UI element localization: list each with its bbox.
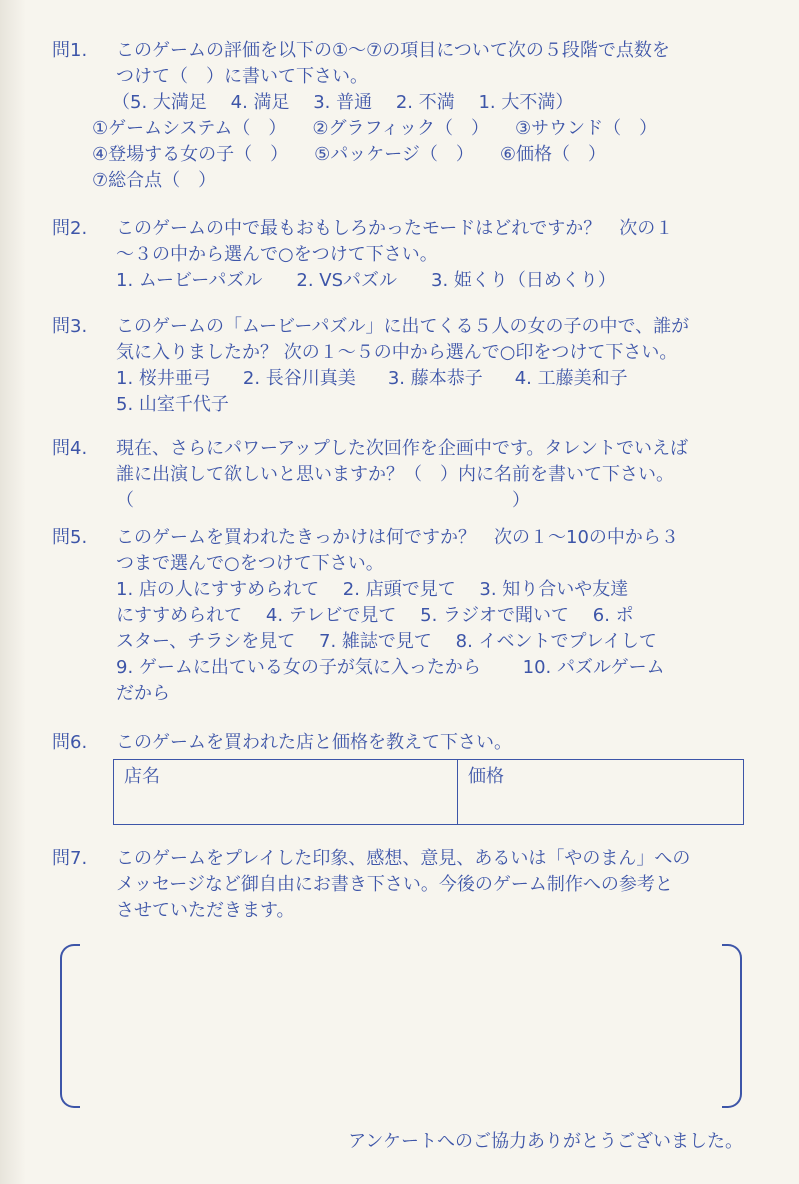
question-text: させていただきます。 — [116, 900, 295, 921]
thanks-message: アンケートへのご協力ありがとうございました。 — [348, 1131, 743, 1152]
comment-box-right-bracket — [722, 944, 742, 1108]
rating-item[interactable]: ⑦総合点（ ） — [92, 170, 217, 191]
price-field[interactable] — [458, 760, 743, 824]
reason-options-line[interactable]: 1. 店の人にすすめられて 2. 店頭で見て 3. 知り合いや友達 — [116, 579, 629, 600]
question-text: 現在、さらにパワーアップした次回作を企画中です。タレントでいえば — [116, 438, 688, 459]
rating-item[interactable]: ③サウンド（ ） — [515, 118, 658, 139]
question-number: 問3. — [52, 316, 88, 337]
mode-option[interactable]: 1. ムービーパズル — [116, 270, 263, 291]
question-text: このゲームの評価を以下の①〜⑦の項目について次の５段階で点数を — [116, 40, 670, 61]
question-text: つけて（ ）に書いて下さい。 — [116, 66, 368, 87]
question-text: 気に入りましたか？ 次の１〜５の中から選んで○印をつけて下さい。 — [116, 342, 678, 363]
comment-box-left-bracket — [60, 944, 80, 1108]
rating-item[interactable]: ①ゲームシステム（ ） — [92, 118, 287, 139]
reason-options-line[interactable]: にすすめられて 4. テレビで見て 5. ラジオで聞いて 6. ポ — [116, 605, 634, 626]
mode-option[interactable]: 3. 姫くり（日めくり） — [431, 270, 616, 291]
question-text: このゲームを買われた店と価格を教えて下さい。 — [116, 732, 512, 753]
price-label: 価格 — [468, 766, 504, 787]
question-2 — [52, 216, 752, 294]
question-number: 問2. — [52, 218, 88, 239]
question-7 — [52, 846, 752, 924]
question-text: 〜３の中から選んで○をつけて下さい。 — [116, 244, 438, 265]
name-answer-field[interactable]: （ ） — [116, 490, 530, 511]
question-text: このゲームの中で最もおもしろかったモードはどれですか？ 次の１ — [116, 218, 674, 239]
question-text: 誰に出演して欲しいと思いますか？（ ）内に名前を書いて下さい。 — [116, 464, 674, 485]
rating-item[interactable]: ⑥価格（ ） — [499, 144, 607, 165]
reason-options-line[interactable]: だから — [116, 683, 170, 704]
rating-item[interactable]: ④登場する女の子（ ） — [92, 144, 289, 165]
comment-area[interactable] — [80, 948, 720, 1100]
girl-option[interactable]: 2. 長谷川真美 — [242, 368, 356, 389]
question-text: このゲームをプレイした印象、感想、意見、あるいは「やのまん」への — [116, 848, 691, 869]
reason-options-line[interactable]: スター、チラシを見て 7. 雑誌で見て 8. イベントでプレイして — [116, 631, 657, 652]
question-number: 問1. — [52, 40, 88, 61]
question-text: つまで選んで○をつけて下さい。 — [116, 553, 384, 574]
girl-option[interactable]: 4. 工藤美和子 — [514, 368, 628, 389]
mode-option[interactable]: 2. VSパズル — [296, 270, 398, 291]
question-number: 問5. — [52, 527, 88, 548]
question-number: 問4. — [52, 438, 88, 459]
question-number: 問7. — [52, 848, 88, 869]
reason-options-line[interactable]: 9. ゲームに出ている女の子が気に入ったから 10. パズルゲーム — [116, 657, 665, 678]
question-4 — [52, 436, 752, 514]
question-3 — [52, 314, 752, 418]
question-text: このゲームを買われたきっかけは何ですか？ 次の１〜10の中から３ — [116, 527, 679, 548]
shop-price-table — [113, 759, 744, 825]
rating-item[interactable]: ②グラフィック（ ） — [312, 118, 490, 139]
girl-option[interactable]: 3. 藤本恭子 — [387, 368, 483, 389]
shop-name-label: 店名 — [124, 766, 160, 787]
question-number: 問6. — [52, 732, 88, 753]
question-text: このゲームの「ムービーパズル」に出てくる５人の女の子の中で、誰が — [116, 316, 690, 337]
girl-option[interactable]: 5. 山室千代子 — [116, 394, 229, 415]
question-text: メッセージなど御自由にお書き下さい。今後のゲーム制作への参考と — [116, 874, 673, 895]
shop-name-field[interactable] — [114, 760, 458, 824]
girl-option[interactable]: 1. 桜井亜弓 — [116, 368, 211, 389]
question-1 — [52, 38, 752, 194]
question-6 — [52, 730, 752, 756]
rating-item[interactable]: ⑤パッケージ（ ） — [314, 144, 474, 165]
question-5 — [52, 525, 752, 707]
rating-scale: （5. 大満足 4. 満足 3. 普通 2. 不満 1. 大不満） — [112, 92, 574, 113]
paper-edge-shadow — [0, 0, 26, 1184]
